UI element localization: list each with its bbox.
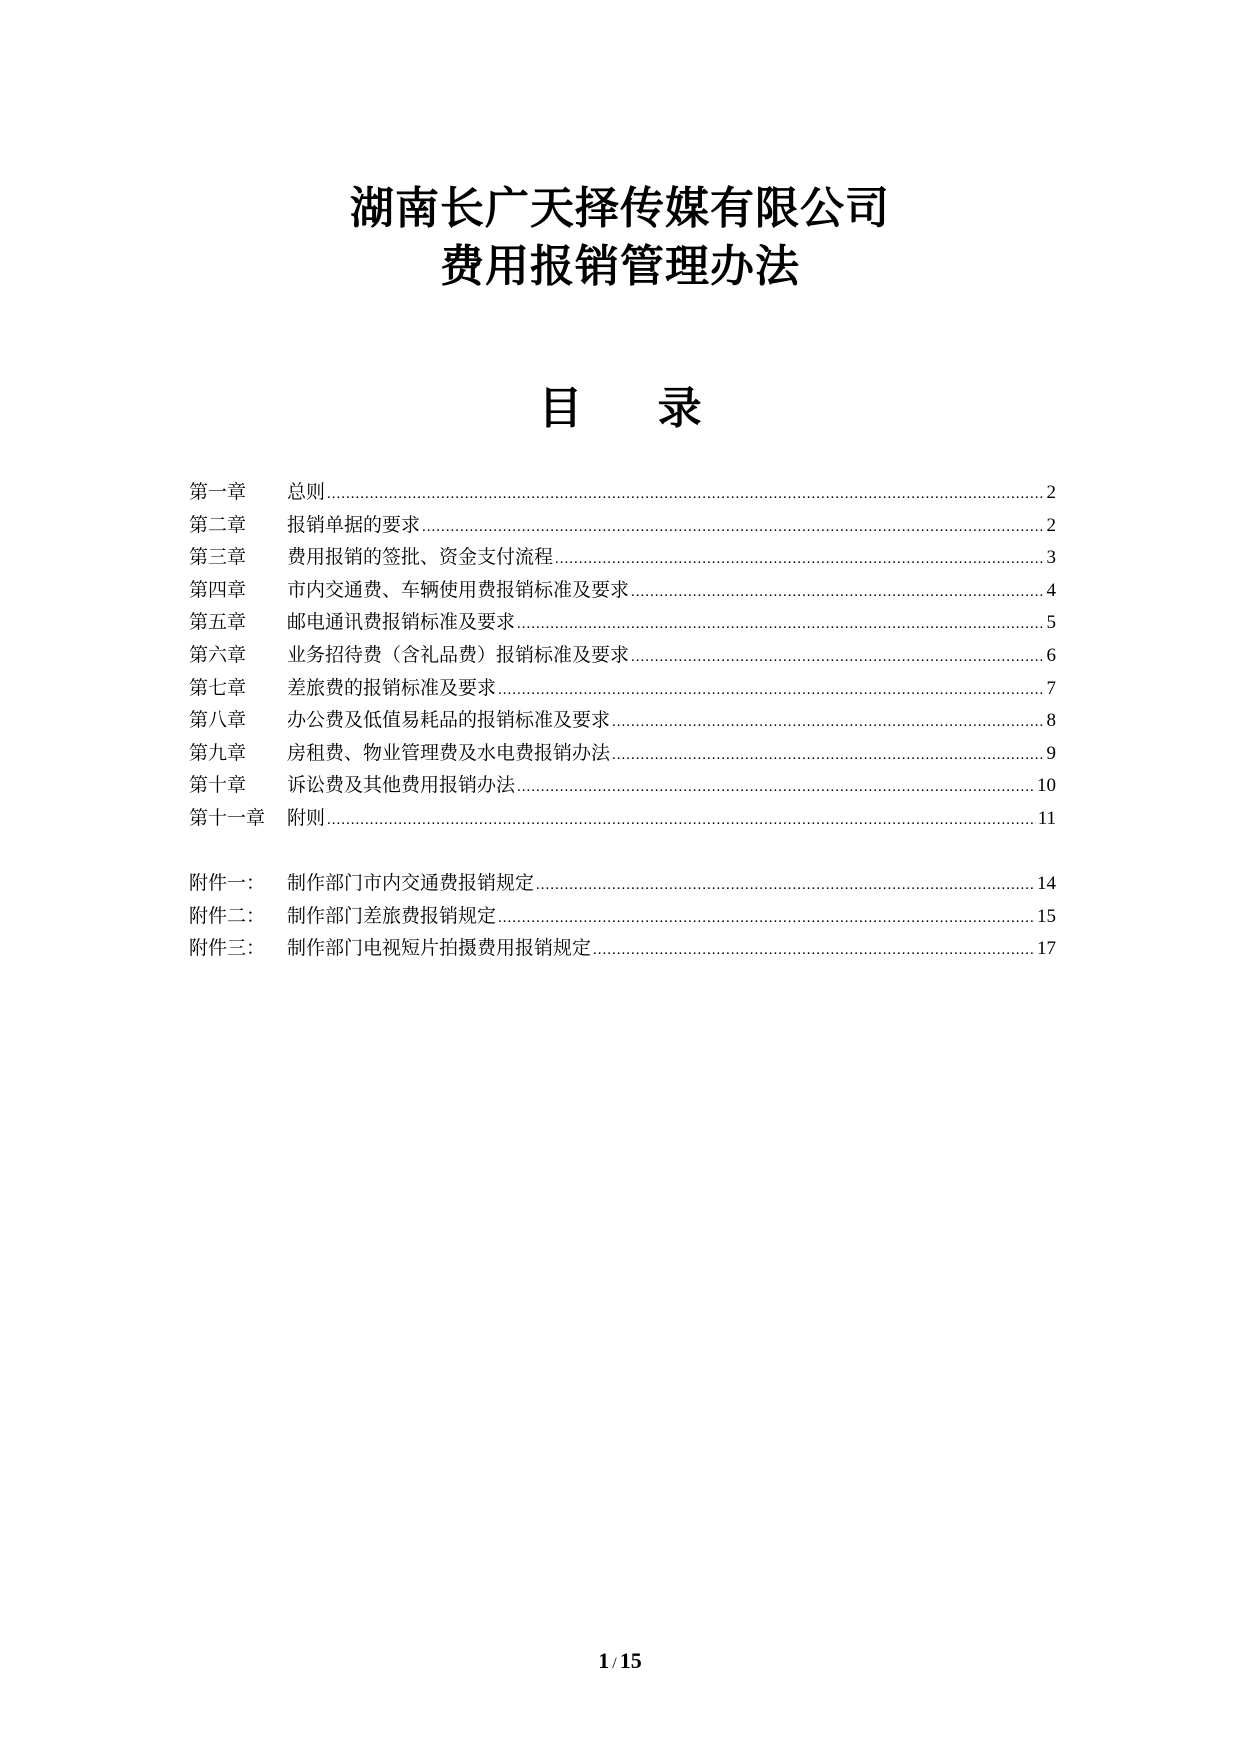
title-line-subject: 费用报销管理办法: [440, 241, 800, 292]
toc-entry[interactable]: [189, 704, 1056, 737]
toc-leader-dots: [517, 771, 1035, 804]
toc-entry-title: 办公费及低值易耗品的报销标准及要求: [287, 709, 611, 732]
toc-leader-dots: [327, 804, 1036, 837]
toc-entry[interactable]: [189, 541, 1056, 574]
toc-entry-label: 第五章: [189, 611, 247, 634]
toc-leader-dots: [555, 543, 1044, 576]
toc-entry-title: 制作部门市内交通费报销规定: [287, 872, 535, 894]
toc-attachment-entry[interactable]: [189, 932, 1056, 965]
toc-entry-title: 房租费、物业管理费及水电费报销办法: [287, 741, 611, 764]
toc-entry-label: 第三章: [189, 546, 247, 569]
toc-entry-page: 2: [1046, 514, 1056, 536]
page-number-footer: [0, 1648, 1240, 1674]
toc-entry-title: 业务招待费（含礼品费）报销标准及要求: [287, 643, 630, 666]
page-separator: /: [612, 1655, 617, 1672]
toc-entry-label: 第十一章: [189, 806, 266, 829]
toc-entry-page: 6: [1046, 644, 1056, 666]
toc-entry-title: 报销单据的要求: [287, 513, 421, 536]
toc-entry[interactable]: [189, 639, 1056, 672]
toc-entry-page: 2: [1046, 482, 1056, 503]
toc-entry-page: 17: [1037, 938, 1056, 960]
document-title: [0, 180, 1240, 296]
toc-leader-dots: [612, 706, 1044, 739]
toc-leader-dots: [422, 511, 1044, 544]
toc-entry-title: 制作部门电视短片拍摄费用报销规定: [287, 937, 592, 960]
toc-leader-dots: [631, 641, 1044, 674]
toc-entry[interactable]: [189, 509, 1056, 542]
toc-entry-label: 第二章: [189, 513, 247, 536]
toc-leader-dots: [612, 739, 1044, 772]
toc-leader-dots: [631, 576, 1044, 609]
toc-entry-label: 附件一：: [189, 872, 266, 894]
toc-entry-label: 第八章: [189, 709, 247, 732]
toc-entry-label: 第十章: [189, 774, 247, 797]
toc-entry-page: 14: [1037, 873, 1056, 894]
toc-entry-page: 15: [1037, 905, 1056, 927]
toc-entry[interactable]: [189, 672, 1056, 705]
toc-entry-title: 费用报销的签批、资金支付流程: [287, 546, 554, 569]
toc-entry-title: 附则: [287, 806, 326, 829]
title-line-company: 湖南长广天择传媒有限公司: [350, 183, 890, 234]
toc-entry-page: 7: [1046, 677, 1056, 699]
toc-entry-title: 市内交通费、车辆使用费报销标准及要求: [287, 578, 630, 601]
toc-entry-page: 4: [1046, 579, 1056, 601]
toc-entry-title: 总则: [287, 481, 326, 503]
toc-leader-dots: [498, 902, 1035, 935]
toc-entry-title: 制作部门差旅费报销规定: [287, 904, 497, 927]
toc-leader-dots: [498, 674, 1044, 707]
toc-attachments: [189, 867, 1056, 965]
toc-entry-label: 第六章: [189, 643, 247, 666]
toc-entry-title: 诉讼费及其他费用报销办法: [287, 774, 516, 797]
toc-entry-page: 3: [1046, 547, 1056, 569]
toc-entry-page: 8: [1046, 710, 1056, 732]
toc-attachment-entry[interactable]: [189, 900, 1056, 933]
toc-entry-label: 第九章: [189, 741, 247, 764]
toc-entry[interactable]: [189, 476, 1056, 509]
toc-entry-page: 11: [1037, 807, 1056, 829]
toc-chapters: [189, 476, 1056, 835]
toc-heading: 目 录: [538, 383, 732, 434]
toc-entry-page: 9: [1046, 742, 1056, 764]
toc-leader-dots: [327, 478, 1044, 511]
toc-entry[interactable]: [189, 737, 1056, 770]
toc-leader-dots: [536, 869, 1035, 902]
toc-entry-title: 邮电通讯费报销标准及要求: [287, 611, 516, 634]
current-page-number: 1: [598, 1648, 610, 1673]
toc-attachment-entry[interactable]: [189, 867, 1056, 900]
toc-entry-page: 5: [1046, 612, 1056, 634]
toc-entry[interactable]: [189, 574, 1056, 607]
toc-entry-label: 附件二：: [189, 904, 266, 927]
toc-entry-label: 附件三：: [189, 937, 266, 960]
toc-entry-page: 10: [1037, 775, 1056, 797]
toc-entry-title: 差旅费的报销标准及要求: [287, 676, 497, 699]
toc-entry-label: 第一章: [189, 481, 247, 503]
toc-leader-dots: [517, 608, 1044, 641]
toc-entry-label: 第七章: [189, 676, 247, 699]
toc-entry[interactable]: [189, 802, 1056, 835]
toc-leader-dots: [593, 934, 1035, 967]
total-page-count: 15: [619, 1648, 642, 1673]
toc-entry[interactable]: [189, 769, 1056, 802]
toc-entry-label: 第四章: [189, 578, 247, 601]
toc-entry[interactable]: [189, 606, 1056, 639]
